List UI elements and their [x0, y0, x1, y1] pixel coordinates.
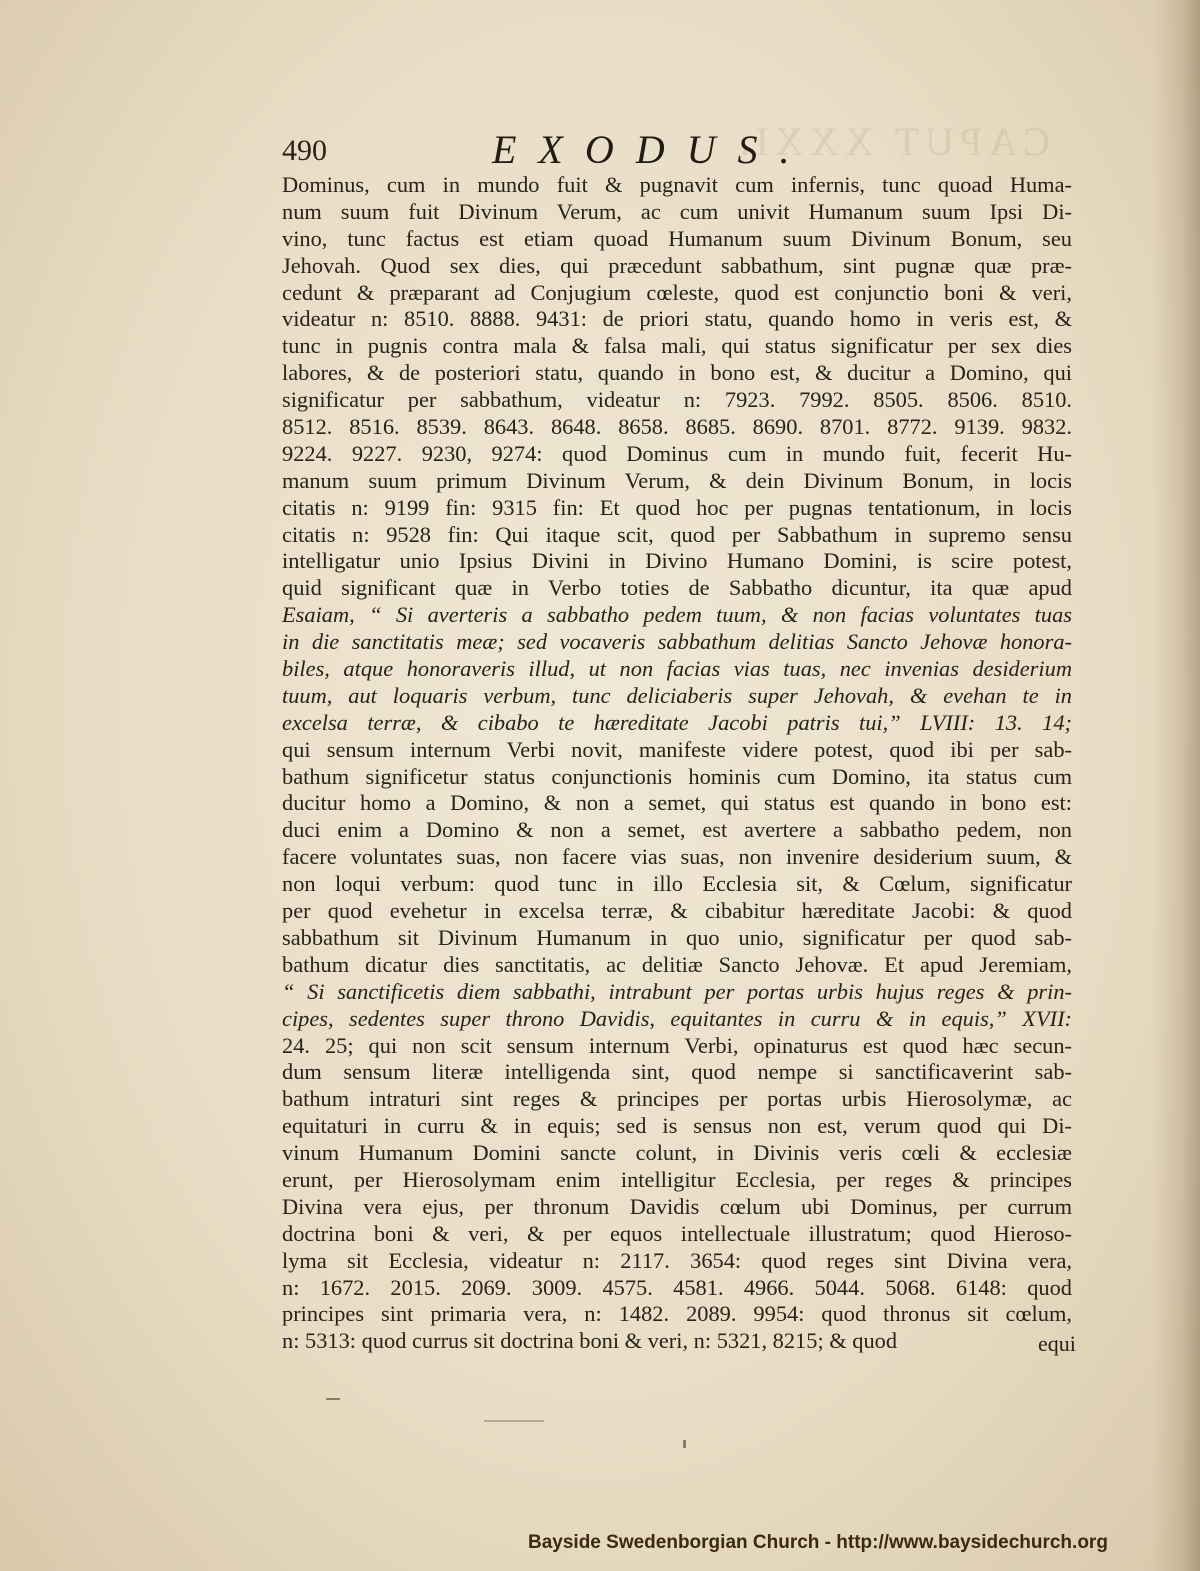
- text-line: citatis n: 9199 fin: 9315 fin: Et quod hoc per pugnas tentationum, in locis: [282, 494, 1072, 520]
- text-line: videatur n: 8510. 8888. 9431: de priori statu, quando homo in veris est, &: [282, 306, 1072, 332]
- text-line: Jehovah. Quod sex dies, qui præcedunt sabbathum, sint pugnæ quæ præ-: [282, 252, 1072, 278]
- catchword: equi: [1038, 1331, 1076, 1356]
- text-line: quid significant quæ in Verbo toties de Sabbatho dicuntur, ita quæ apud: [282, 575, 1072, 601]
- text-line: bathum significetur status conjunctionis hominis cum Domino, ita status cum: [282, 763, 1072, 789]
- show-through-text: CAPUT XXXI.: [733, 119, 1050, 164]
- text-line: Esaiam, “ Si averteris a sabbatho pedem tuum, & non facias voluntates tuas: [282, 602, 1072, 628]
- watermark-credit: Bayside Swedenborgian Church - http://www.baysidechurch.org: [528, 1532, 1108, 1553]
- text-line: excelsa terræ, & cibabo te hæreditate Jacobi patris tui,” LVIII: 13. 14;: [282, 709, 1072, 735]
- ink-mark: [484, 1420, 544, 1422]
- text-line: vinum Humanum Domini sancte colunt, in Divinis veris cœli & ecclesiæ: [282, 1140, 1072, 1166]
- page-number: 490: [282, 134, 327, 167]
- text-line: “ Si sanctificetis diem sabbathi, intrabunt per portas urbis hujus reges & prin-: [282, 978, 1072, 1004]
- text-line: facere voluntates suas, non facere vias suas, non invenire desiderium suum, &: [282, 844, 1072, 870]
- text-line: non loqui verbum: quod tunc in illo Ecclesia sit, & Cœlum, significatur: [282, 871, 1072, 897]
- text-line: dum sensum literæ intelligenda sint, quod nempe si sanctificaverint sab-: [282, 1059, 1072, 1085]
- text-line: vino, tunc factus est etiam quoad Humanum suum Divinum Bonum, seu: [282, 225, 1072, 251]
- text-line: num suum fuit Divinum Verum, ac cum univit Humanum suum Ipsi Di-: [282, 198, 1072, 224]
- text-line: significatur per sabbathum, videatur n: 7923. 7992. 8505. 8506. 8510.: [282, 387, 1072, 413]
- text-line: Divina vera ejus, per thronum Davidis cœlum ubi Dominus, per currum: [282, 1193, 1072, 1219]
- text-line: equitaturi in curru & in equis; sed is sensus non est, verum quod qui Di-: [282, 1113, 1072, 1139]
- ink-mark: [326, 1398, 340, 1400]
- text-line: manum suum primum Divinum Verum, & dein Divinum Bonum, in locis: [282, 467, 1072, 493]
- text-line: qui sensum internum Verbi novit, manifeste videre potest, quod ibi per sab-: [282, 736, 1072, 762]
- text-line: citatis n: 9528 fin: Qui itaque scit, quod per Sabbathum in supremo sensu: [282, 521, 1072, 547]
- text-line: 24. 25; qui non scit sensum internum Verbi, opinaturus est quod hæc secun-: [282, 1032, 1072, 1058]
- text-line: 9224. 9227. 9230, 9274: quod Dominus cum in mundo fuit, fecerit Hu-: [282, 440, 1072, 466]
- text-line: n: 1672. 2015. 2069. 3009. 4575. 4581. 4966. 5044. 5068. 6148: quod: [282, 1274, 1072, 1300]
- text-line: duci enim a Domino & non a semet, est avertere a sabbatho pedem, non: [282, 817, 1072, 843]
- text-line: labores, & de posteriori statu, quando in bono est, & ducitur a Domino, qui: [282, 360, 1072, 386]
- text-line: sabbathum sit Divinum Humanum in quo unio, significatur per quod sab-: [282, 924, 1072, 950]
- body-text: [282, 172, 1072, 1355]
- text-line: Dominus, cum in mundo fuit & pugnavit cum infernis, tunc quoad Huma-: [282, 172, 1072, 197]
- text-line: in die sanctitatis meæ; sed vocaveris sabbathum delitias Sancto Jehovæ honora-: [282, 629, 1072, 655]
- text-line: per quod evehetur in excelsa terræ, & cibabitur hæreditate Jacobi: & quod: [282, 898, 1072, 924]
- text-line: n: 5313: quod currus sit doctrina boni & veri, n: 5321, 8215; & quod: [282, 1328, 898, 1354]
- text-line: erunt, per Hierosolymam enim intelligitur Ecclesia, per reges & principes: [282, 1166, 1072, 1192]
- text-line: bathum dicatur dies sanctitatis, ac delitiæ Sancto Jehovæ. Et apud Jeremiam,: [282, 951, 1072, 977]
- text-line: 8512. 8516. 8539. 8643. 8648. 8658. 8685. 8690. 8701. 8772. 9139. 9832.: [282, 414, 1072, 440]
- page-spine-shadow: [1152, 0, 1200, 1571]
- text-line: bathum intraturi sint reges & principes per portas urbis Hierosolymæ, ac: [282, 1086, 1072, 1112]
- text-line: cedunt & præparant ad Conjugium cœleste, quod est conjunctio boni & veri,: [282, 279, 1072, 305]
- text-line: tunc in pugnis contra mala & falsa mali, qui status significatur per sex dies: [282, 333, 1072, 359]
- text-line: principes sint primaria vera, n: 1482. 2089. 9954: quod thronus sit cœlum,: [282, 1301, 1072, 1327]
- ink-mark: [683, 1440, 686, 1448]
- page-header: [282, 126, 1082, 172]
- running-head: EXODUS.: [492, 127, 812, 172]
- text-line: lyma sit Ecclesia, videatur n: 2117. 3654: quod reges sint Divina vera,: [282, 1247, 1072, 1273]
- text-line: tuum, aut loquaris verbum, tunc deliciaberis super Jehovah, & evehan te in: [282, 682, 1072, 708]
- text-line: cipes, sedentes super throno Davidis, equitantes in curru & in equis,” XVII:: [282, 1005, 1072, 1031]
- text-line: doctrina boni & veri, & per equos intellectuale illustratum; quod Hieroso-: [282, 1220, 1072, 1246]
- text-line: ducitur homo a Domino, & non a semet, qui status est quando in bono est:: [282, 790, 1072, 816]
- text-line: intelligatur unio Ipsius Divini in Divino Humano Domini, is scire potest,: [282, 548, 1072, 574]
- text-line: biles, atque honoraveris illud, ut non facias vias tuas, nec invenias desiderium: [282, 656, 1072, 682]
